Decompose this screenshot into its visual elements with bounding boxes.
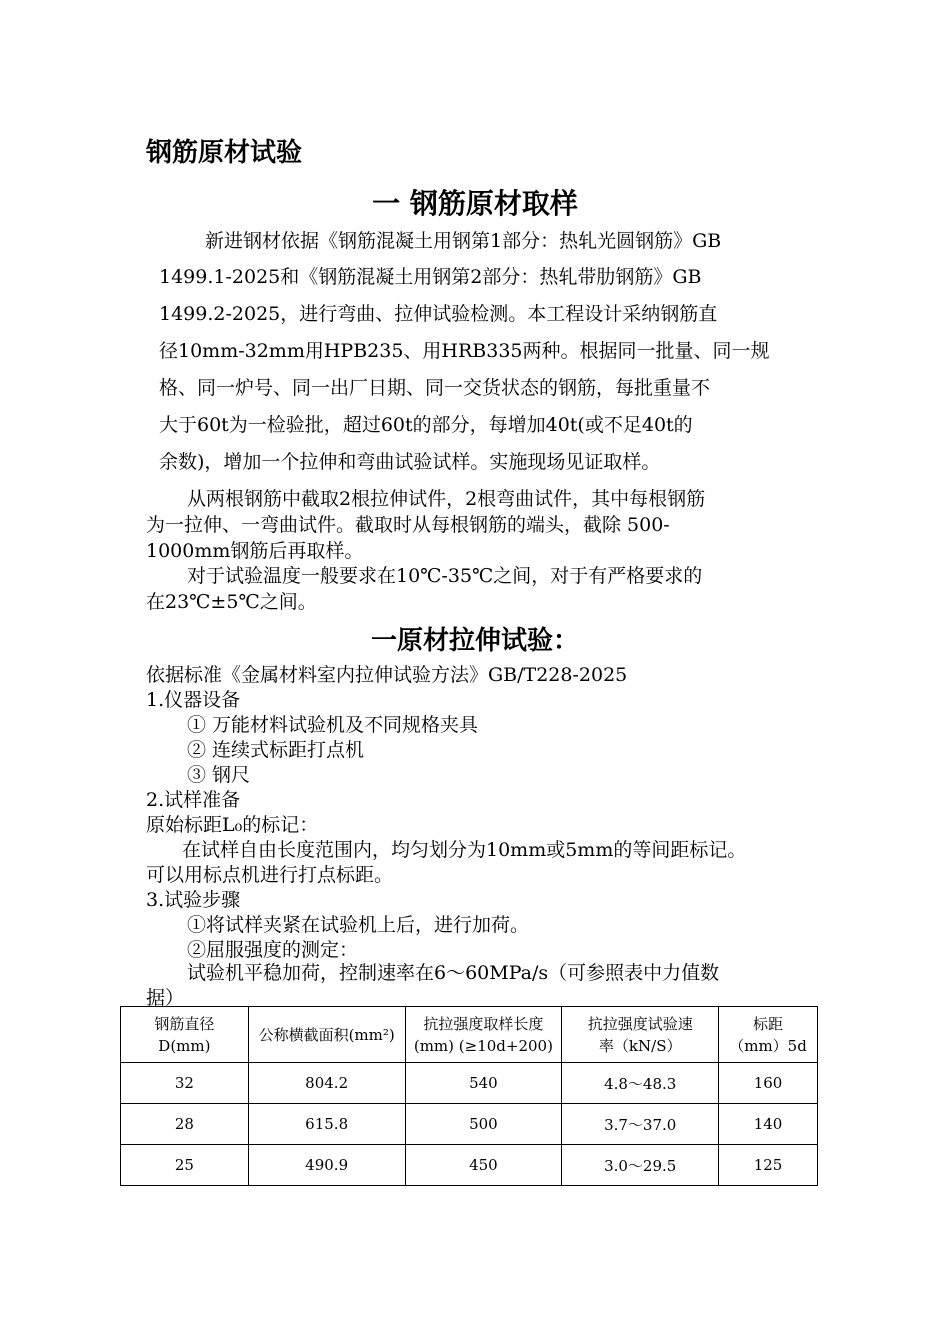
section1-para1-line: 1499.1-2025和《钢筋混凝土用钢第2部分：热轧带肋钢筋》GB (159, 266, 702, 288)
table-cell: 540 (405, 1063, 562, 1104)
header-cell: 抗拉强度试验速 率（kN/S） (562, 1007, 719, 1063)
step-item: ①将试样夹紧在试验机上后，进行加荷。 (187, 914, 530, 936)
equipment-item: ② 连续式标距打点机 (187, 739, 365, 761)
rebar-spec-table (120, 1006, 818, 1186)
table-cell: 28 (121, 1104, 249, 1145)
table-cell: 804.2 (248, 1063, 405, 1104)
table-cell: 25 (121, 1145, 249, 1186)
prep-subtitle: 原始标距L₀的标记： (146, 814, 319, 836)
table-row (121, 1063, 818, 1104)
section1-para2-line: 1000mm钢筋后再取样。 (146, 540, 364, 562)
step-note-line: 据） (146, 987, 185, 1009)
header-cell: 抗拉强度取样长度 (mm) (≥10d+200) (405, 1007, 562, 1063)
table-header-row (121, 1007, 818, 1063)
table-cell: 125 (719, 1145, 818, 1186)
section1-para1-line: 格、同一炉号、同一出厂日期、同一交货状态的钢筋，每批重量不 (159, 377, 711, 399)
steps-title: 3.试验步骤 (146, 889, 241, 911)
prep-line: 在试样自由长度范围内，均匀划分为10mm或5mm的等间距标记。 (182, 839, 747, 861)
table-row (121, 1104, 818, 1145)
section1-para1-line: 大于60t为一检验批，超过60t的部分，每增加40t(或不足40t的 (159, 414, 693, 436)
table-cell: 3.0～29.5 (562, 1145, 719, 1186)
prep-line: 可以用标点机进行打点标距。 (146, 864, 394, 886)
section2-heading: 一原材拉伸试验： (370, 626, 579, 656)
prep-title: 2.试样准备 (146, 789, 241, 811)
equipment-item: ③ 钢尺 (187, 764, 251, 786)
section1-para2-line: 从两根钢筋中截取2根拉伸试件，2根弯曲试件，其中每根钢筋 (187, 488, 706, 510)
section1-heading: 一 钢筋原材取样 (372, 187, 578, 220)
header-cell: 公称横截面积(mm²) (248, 1007, 405, 1063)
table-cell: 3.7～37.0 (562, 1104, 719, 1145)
section1-para1-line: 余数)，增加一个拉伸和弯曲试验试样。实施现场见证取样。 (159, 451, 661, 473)
table-cell: 140 (719, 1104, 818, 1145)
table-cell: 615.8 (248, 1104, 405, 1145)
table-cell: 450 (405, 1145, 562, 1186)
header-cell: 钢筋直径 D(mm) (121, 1007, 249, 1063)
step-note-line: 试验机平稳加荷，控制速率在6～60MPa/s（可参照表中力值数 (187, 962, 720, 984)
section1-para2-line: 为一拉伸、一弯曲试件。截取时从每根钢筋的端头，截除 500- (146, 514, 670, 536)
standard-reference: 依据标准《金属材料室内拉伸试验方法》GB/T228-2025 (146, 664, 628, 686)
section1-para1-line: 1499.2-2025，进行弯曲、拉伸试验检测。本工程设计采纳钢筋直 (159, 303, 718, 325)
section1-para1-line: 新进钢材依据《钢筋混凝土用钢第1部分：热轧光圆钢筋》GB (205, 230, 722, 252)
section1-para3-line: 在23℃±5℃之间。 (146, 591, 317, 613)
table-cell: 32 (121, 1063, 249, 1104)
document-title: 钢筋原材试验 (146, 138, 303, 168)
step-item: ②屈服强度的测定： (187, 939, 359, 961)
table-row (121, 1145, 818, 1186)
section1-para1-line: 径10mm-32mm用HPB235、用HRB335两种。根据同一批量、同一规 (159, 340, 770, 362)
table-cell: 160 (719, 1063, 818, 1104)
table-cell: 500 (405, 1104, 562, 1145)
equipment-item: ① 万能材料试验机及不同规格夹具 (187, 714, 479, 736)
table-cell: 4.8～48.3 (562, 1063, 719, 1104)
equipment-title: 1.仪器设备 (146, 689, 241, 711)
section1-para3-line: 对于试验温度一般要求在10℃-35℃之间，对于有严格要求的 (187, 565, 703, 587)
header-cell: 标距 （mm）5d (719, 1007, 818, 1063)
table-cell: 490.9 (248, 1145, 405, 1186)
